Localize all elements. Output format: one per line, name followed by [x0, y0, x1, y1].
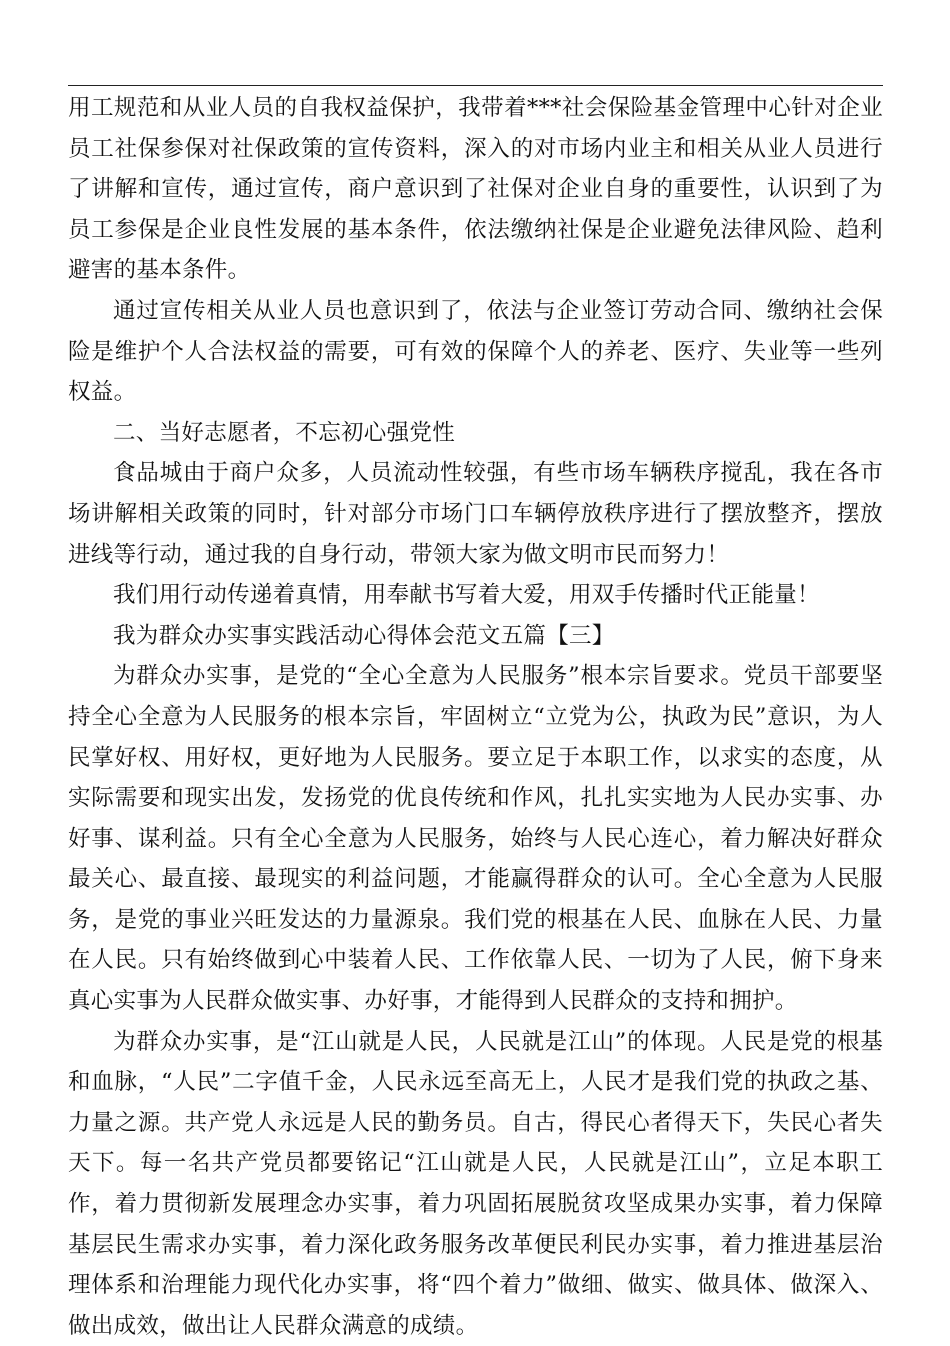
document-page — [68, 0, 883, 1344]
header-rule — [68, 85, 883, 86]
paragraph-jiangshan: 为群众办实事，是“江山就是人民，人民就是江山”的体现。人民是党的根基和血脉，“人民”二字值千金，人民永远至高无上，人民才是我们党的执政之基、力量之源。共产党人永远是人民的勤务员。自古，得民心者得天下，失民心者失天下。每一名共产党员都要铭记“江山就是人民，人民就是江山”，立足本职工作，着力贯彻新发展理念办实事，着力巩固拓展脱贫攻坚成果办实事，着力保障基层民生需求办实事，着力深化政务服务改革便民利民办实事，着力推进基层治理体系和治理能力现代化办实事，将“四个着力”做细、做实、做具体、做深入、做出成效，做出让人民群众满意的成绩。 — [68, 1028, 883, 1339]
article-title-part-three: 我为群众办实事实践活动心得体会范文五篇【三】 — [113, 622, 615, 649]
paragraph-continuation: 用工规范和从业人员的自我权益保护，我带着***社会保险基金管理中心针对企业员工社保参保对社保政策的宣传资料，深入的对市场内业主和相关从业人员进行了讲解和宣传，通过宣传，商户意识到了社保对企业自身的重要性，认识到了为员工参保是企业良性发展的基本条件，依法缴纳社保是企业避免法律风险、趋利避害的基本条件。 — [68, 95, 883, 284]
paragraph-publicity-result: 通过宣传相关从业人员也意识到了，依法与企业签订劳动合同、缴纳社会保险是维护个人合法权益的需要，可有效的保障个人的养老、医疗、失业等一些列权益。 — [68, 297, 883, 406]
paragraph-food-city: 食品城由于商户众多，人员流动性较强，有些市场车辆秩序搅乱，我在各市场讲解相关政策的同时，针对部分市场门口车辆停放秩序进行了摆放整齐，摆放进线等行动，通过我的自身行动，带领大家为做文明市民而努力！ — [68, 460, 883, 568]
section-heading-volunteer: 二、当好志愿者，不忘初心强党性 — [113, 419, 456, 446]
paragraph-serve-people: 为群众办实事，是党的“全心全意为人民服务”根本宗旨要求。党员干部要坚持全心全意为人民服务的根本宗旨，牢固树立“立党为公，执政为民”意识，为人民掌好权、用好权，更好地为人民服务。要立足于本职工作，以求实的态度，从实际需要和现实出发，发扬党的优良传统和作风，扎扎实实地为人民办实事、办好事、谋利益。只有全心全意为人民服务，始终与人民心连心，着力解决好群众最关心、最直接、最现实的利益问题，才能赢得群众的认可。全心全意为人民服务，是党的事业兴旺发达的力量源泉。我们党的根基在人民、血脉在人民、力量在人民。只有始终做到心中装着人民、工作依靠人民、一切为了人民，俯下身来真心实事为人民群众做实事、办好事，才能得到人民群众的支持和拥护。 — [68, 663, 883, 1015]
paragraph-action: 我们用行动传递着真情，用奉献书写着大爱，用双手传播时代正能量！ — [113, 582, 820, 609]
document-body — [68, 88, 883, 1346]
